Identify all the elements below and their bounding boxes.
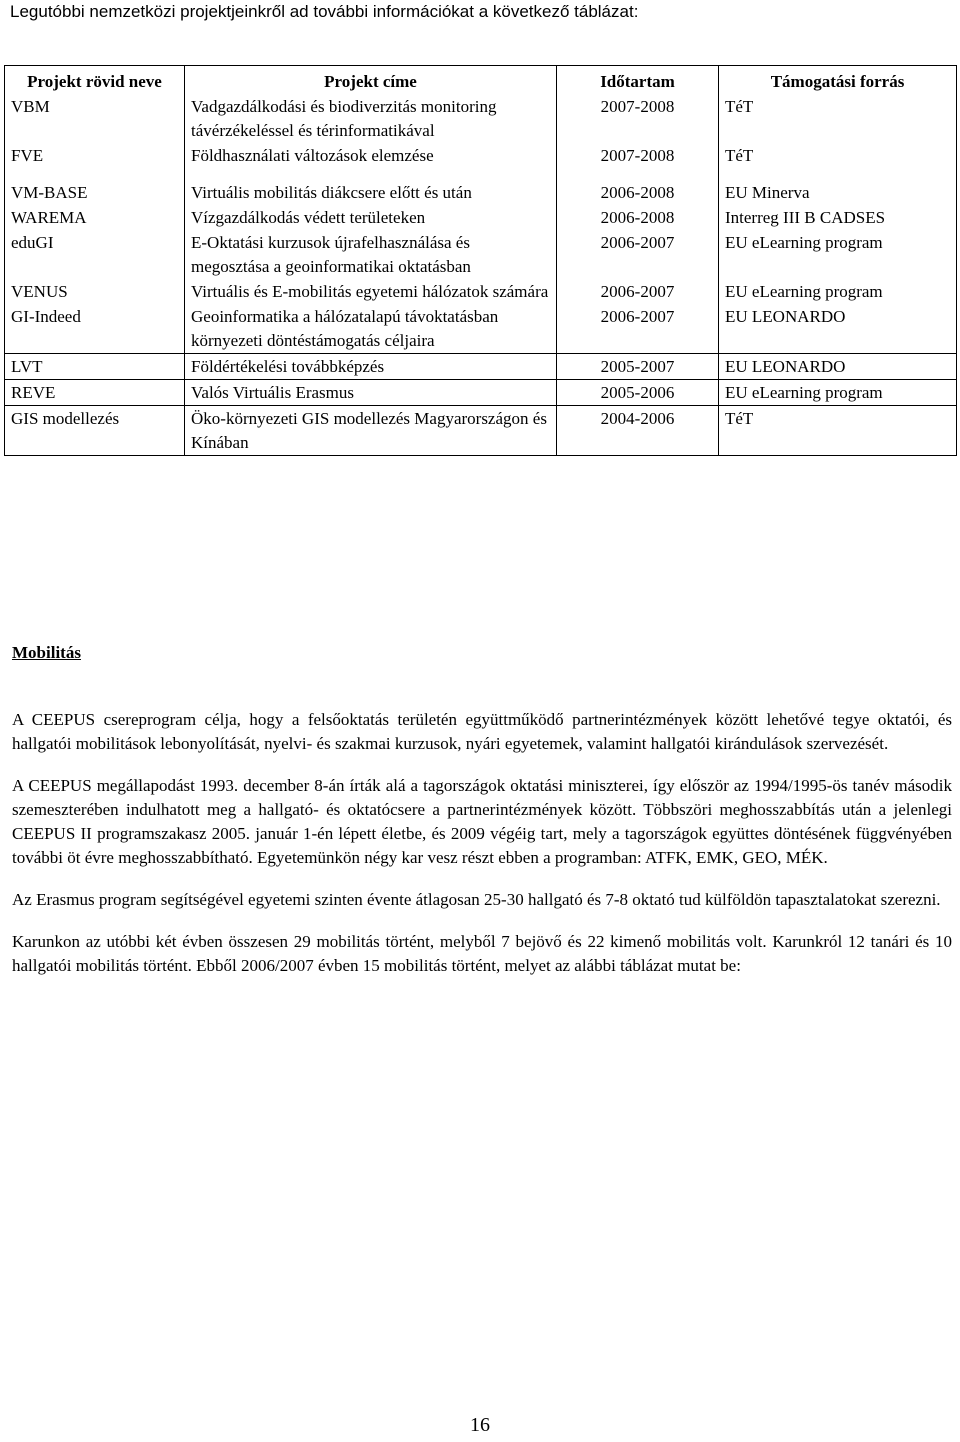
table-cell: Valós Virtuális Erasmus bbox=[185, 380, 557, 406]
table-cell: EU eLearning program bbox=[719, 230, 957, 279]
table-row bbox=[5, 279, 957, 304]
table-cell: TéT bbox=[719, 406, 957, 456]
column-header: Projekt rövid neve bbox=[5, 66, 185, 95]
table-cell: GIS modellezés bbox=[5, 406, 185, 456]
table-cell: VBM bbox=[5, 94, 185, 143]
table-cell: EU Minerva bbox=[719, 180, 957, 205]
table-cell: Interreg III B CADSES bbox=[719, 205, 957, 230]
paragraph: Az Erasmus program segítségével egyetemi szinten évente átlagosan 25-30 hallgató és 7-8 oktató tud külföldön tapasztalatokat szerezni. bbox=[12, 890, 941, 909]
table-row bbox=[5, 143, 957, 180]
table-cell: 2006-2007 bbox=[557, 230, 719, 279]
table-cell: 2007-2008 bbox=[557, 94, 719, 143]
table-row bbox=[5, 406, 957, 456]
table-cell: 2006-2007 bbox=[557, 304, 719, 354]
table-cell: 2007-2008 bbox=[557, 143, 719, 180]
table-header-row bbox=[5, 66, 957, 95]
body-paragraphs bbox=[12, 708, 952, 996]
table-cell: E-Oktatási kurzusok újrafelhasználása és megosztása a geoinformatikai oktatásban bbox=[185, 230, 557, 279]
table-row bbox=[5, 230, 957, 279]
table-cell: Vízgazdálkodás védett területeken bbox=[185, 205, 557, 230]
projects-table bbox=[4, 65, 957, 456]
table-cell: 2004-2006 bbox=[557, 406, 719, 456]
table-cell: Öko-környezeti GIS modellezés Magyarországon és Kínában bbox=[185, 406, 557, 456]
intro-text: Legutóbbi nemzetközi projektjeinkről ad további információkat a következő táblázat: bbox=[10, 2, 639, 21]
table-cell: 2005-2006 bbox=[557, 380, 719, 406]
table-cell: TéT bbox=[719, 143, 957, 180]
table-cell: VENUS bbox=[5, 279, 185, 304]
table-row bbox=[5, 180, 957, 205]
table-cell: GI-Indeed bbox=[5, 304, 185, 354]
table-cell: EU eLearning program bbox=[719, 279, 957, 304]
table-cell: 2006-2007 bbox=[557, 279, 719, 304]
table-cell: REVE bbox=[5, 380, 185, 406]
table-cell: EU eLearning program bbox=[719, 380, 957, 406]
table-cell: Vadgazdálkodási és biodiverzitás monitoring távérzékeléssel és térinformatikával bbox=[185, 94, 557, 143]
table-cell: TéT bbox=[719, 94, 957, 143]
table-row bbox=[5, 205, 957, 230]
table-cell: WAREMA bbox=[5, 205, 185, 230]
table-cell: Virtuális mobilitás diákcsere előtt és után bbox=[185, 180, 557, 205]
table-cell: Geoinformatika a hálózatalapú távoktatásban környezeti döntéstámogatás céljaira bbox=[185, 304, 557, 354]
table-cell: eduGI bbox=[5, 230, 185, 279]
table-cell: VM-BASE bbox=[5, 180, 185, 205]
table-cell: Földhasználati változások elemzése bbox=[185, 143, 557, 180]
page-number: 16 bbox=[470, 1414, 490, 1436]
table-row bbox=[5, 304, 957, 354]
paragraph: A CEEPUS csereprogram célja, hogy a felsőoktatás területén együttműködő partnerintézmények között lehetővé tegye oktatói, és hallgatói mobilitások lebonyolítását, nyelvi- és szakmai kurzusok, nyári egyetemek, valamint hallgatói kirándulások szervezését. bbox=[12, 710, 952, 753]
column-header: Támogatási forrás bbox=[719, 66, 957, 95]
table-cell: Virtuális és E-mobilitás egyetemi hálózatok számára bbox=[185, 279, 557, 304]
paragraph: Karunkon az utóbbi két évben összesen 29 mobilitás történt, melyből 7 bejövő és 22 kimenő mobilitás volt. Karunkról 12 tanári és 10 hallgatói mobilitás történt. Ebből 2006/2007 évben 15 mobilitás történt, melyet az alábbi táblázat mutat be: bbox=[12, 932, 952, 975]
table-cell: LVT bbox=[5, 354, 185, 380]
section-title-mobility: Mobilitás bbox=[12, 643, 81, 662]
table-cell: EU LEONARDO bbox=[719, 304, 957, 354]
column-header: Időtartam bbox=[557, 66, 719, 95]
table-row bbox=[5, 94, 957, 143]
table-cell: Földértékelési továbbképzés bbox=[185, 354, 557, 380]
table-cell: FVE bbox=[5, 143, 185, 180]
table-cell: EU LEONARDO bbox=[719, 354, 957, 380]
column-header: Projekt címe bbox=[185, 66, 557, 95]
table-cell: 2005-2007 bbox=[557, 354, 719, 380]
table-cell: 2006-2008 bbox=[557, 180, 719, 205]
table-cell: 2006-2008 bbox=[557, 205, 719, 230]
paragraph: A CEEPUS megállapodást 1993. december 8-án írták alá a tagországok oktatási miniszterei, így először az 1994/1995-ös tanév második szemeszterében indulhatott meg a hallgató- és oktatócsere a partnerintézmények között. Többszöri meghosszabbítás után a jelenlegi CEEPUS II programszakasz 2005. január 1-én lépett életbe, és 2009 végéig tart, mely a tagországok együttes döntésének függvényében további öt évre meghosszabbítható. Egyetemünkön négy kar vesz részt ebben a programban: ATFK, EMK, GEO, MÉK. bbox=[12, 776, 952, 867]
table-row bbox=[5, 354, 957, 380]
table-row bbox=[5, 380, 957, 406]
